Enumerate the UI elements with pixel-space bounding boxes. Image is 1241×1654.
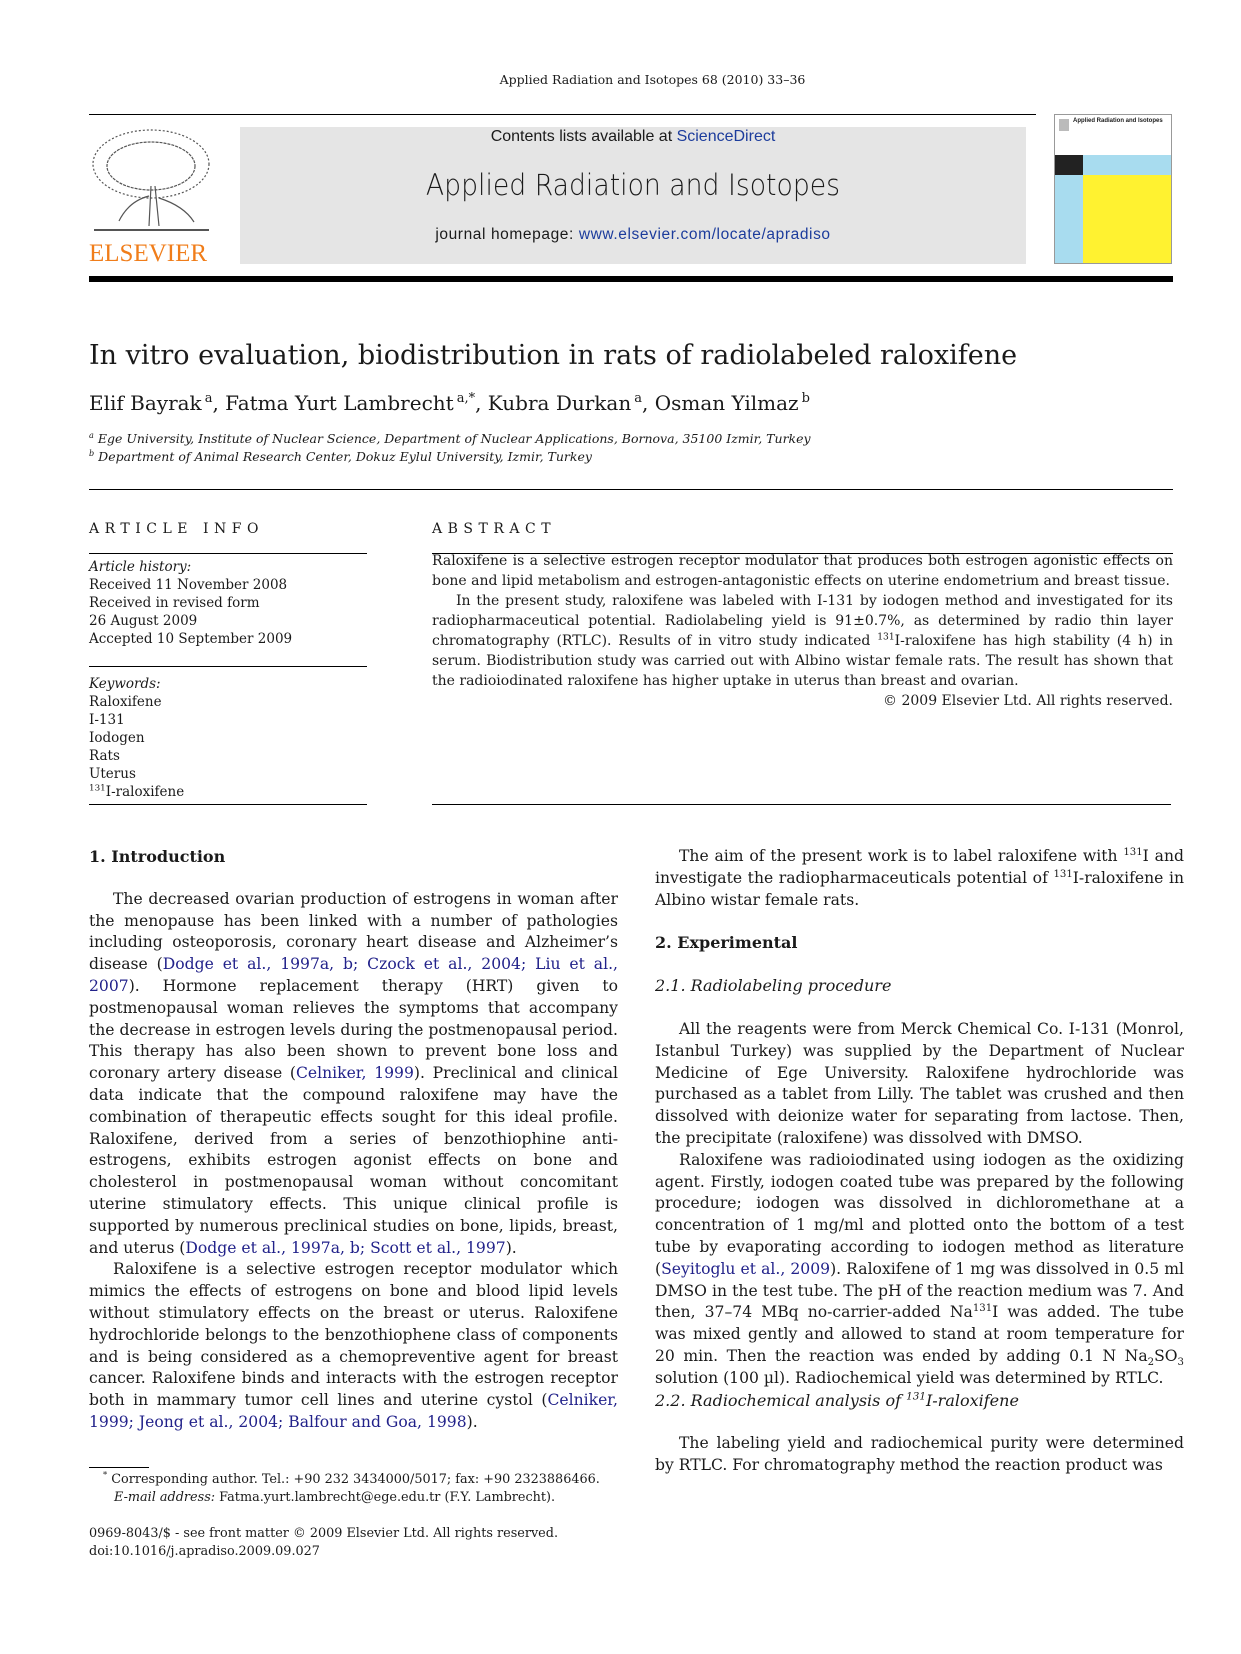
history-item: 26 August 2009 — [89, 613, 198, 629]
text-run: I-raloxifene — [925, 1390, 1019, 1410]
affiliation-mark: a — [89, 429, 94, 440]
author[interactable] — [89, 391, 212, 415]
divider — [432, 804, 1171, 805]
text-run: The labeling yield and radiochemical purity were determined by RTLC. For chromatography method the reaction product was — [655, 1434, 1184, 1475]
email-note — [89, 1489, 629, 1507]
keyword-sup: 131 — [89, 783, 106, 794]
elsevier-logo[interactable] — [89, 126, 214, 266]
history-item: Accepted 10 September 2009 — [89, 631, 293, 647]
running-head: Applied Radiation and Isotopes 68 (2010) 33–36 — [499, 72, 806, 87]
affiliation — [89, 430, 811, 448]
author-affiliation-mark: a — [204, 391, 213, 407]
text-run: solution (100 µl). Radiochemical yield was determined by RTLC. — [655, 1368, 1164, 1387]
article-title: In vitro evaluation, biodistribution in rats of radiolabeled raloxifene — [89, 340, 1018, 371]
history-item: Received 11 November 2008 — [89, 577, 288, 593]
history-label: Article history: — [89, 559, 192, 575]
text-run: 1. Introduction — [89, 847, 226, 866]
text-run: I and investigate the radiopharmaceuticals potential of — [655, 847, 1184, 887]
superscript: 131 — [1053, 868, 1073, 880]
history-list — [89, 576, 367, 648]
citation-link[interactable]: Dodge et al., 1997a, b; Czock et al., 2004; Liu et al., 2007 — [89, 955, 618, 995]
footnote-star: * — [103, 1469, 108, 1480]
body-paragraph — [89, 889, 618, 1260]
abstract-paragraph — [432, 551, 1173, 591]
keyword: Iodogen — [89, 730, 145, 746]
corresponding-text: Corresponding author. Tel.: +90 232 3434000/5017; fax: +90 2323886466. — [111, 1472, 600, 1487]
homepage-link[interactable]: www.elsevier.com/locate/apradiso — [578, 226, 831, 243]
text-run: ). — [466, 1412, 478, 1431]
subsection-heading — [655, 1390, 1184, 1412]
right-column — [655, 846, 1184, 1477]
divider — [89, 489, 1173, 490]
email-address[interactable]: Fatma.yurt.lambrecht@ege.edu.tr (F.Y. Lambrecht). — [219, 1490, 556, 1505]
author-name: Elif Bayrak — [89, 391, 202, 415]
body-paragraph — [655, 846, 1184, 911]
text-run: In the present study, raloxifene was labeled with I-131 by iodogen method and investigated for its radiopharmaceutical potential. Radiolabeling yield is 91±0.7%, as determined by radio thin layer chromatography (RTLC). Results of in vitro study indicated — [432, 593, 1173, 649]
homepage-label: journal homepage: — [435, 226, 579, 243]
citation-link[interactable]: Dodge et al., 1997a, b; Scott et al., 1997 — [185, 1238, 506, 1257]
section-heading — [89, 846, 618, 868]
superscript: 131 — [972, 1303, 993, 1315]
citation-link[interactable]: Seyitoglu et al., 2009 — [661, 1259, 831, 1278]
footnotes — [89, 1471, 629, 1561]
keywords-label: Keywords: — [89, 676, 161, 692]
affiliation-text: Ege University, Institute of Nuclear Science, Department of Nuclear Applications, Bornova, 35100 Izmir, Turkey — [93, 431, 811, 446]
subscript: 3 — [1177, 1357, 1184, 1369]
keyword-text: I-raloxifene — [105, 784, 185, 800]
text-run: I-raloxifene in Albino wistar female rats. — [655, 868, 1184, 909]
body-paragraph — [655, 1150, 1184, 1390]
contents-text: Contents lists available at — [490, 128, 677, 145]
article-info-heading: ARTICLE INFO — [89, 521, 264, 537]
left-column — [89, 846, 618, 1434]
superscript: 131 — [877, 632, 895, 643]
tree-icon — [89, 126, 214, 234]
keyword: I-131 — [89, 712, 125, 728]
text-run: All the reagents were from Merck Chemical Co. I-131 (Monrol, Istanbul Turkey) was supplied by the Department of Nuclear Medicine of Ege University. Raloxifene hydrochloride was purchased as a tablet from Lilly. The tablet was crushed and then dissolved with deionize water for separating from lactose. Then, the precipitate (raloxifene) was dissolved with DMSO. — [655, 1019, 1184, 1147]
atom-icon — [1055, 155, 1083, 175]
superscript: 131 — [1123, 846, 1143, 858]
author-affiliation-mark: a — [634, 391, 642, 407]
text-run: The decreased ovarian production of estrogens in woman after the menopause has been linked with a number of pathologies including osteoporosis, coronary heart disease and Alzheimer’s disease ( — [89, 889, 618, 974]
subsection-heading — [655, 975, 1184, 997]
body-paragraph — [655, 1019, 1184, 1150]
text-run: SO — [1154, 1346, 1178, 1365]
footnote-rule — [89, 1467, 149, 1468]
keyword: Uterus — [89, 766, 136, 782]
text-run: I was added. The tube was mixed gently and allowed to stand at room temperature for 20 min. Then the reaction was ended by adding 0.1 N Na — [655, 1303, 1184, 1365]
divider — [89, 553, 367, 554]
affiliations — [89, 430, 811, 466]
article-history — [89, 558, 367, 648]
text-run: Raloxifene is a selective estrogen receptor modulator which mimics the effects of estrogens on bone and blood lipid levels without stimulatory effects on the breast or uterus. Raloxifene hydrochloride belongs to the benzothiophene class of components and is being considered as a chemopreventive agent for breast cancer. Raloxifene binds and interacts with the estrogen receptor both in mammary tumor cell lines and uterine cystol ( — [89, 1260, 618, 1410]
subscript: 2 — [1147, 1357, 1155, 1369]
journal-name: Applied Radiation and Isotopes — [425, 168, 841, 202]
doi-line[interactable]: doi:10.1016/j.apradiso.2009.09.027 — [89, 1544, 320, 1559]
section-heading — [655, 932, 1184, 954]
keywords — [89, 675, 367, 801]
abstract-heading: ABSTRACT — [432, 521, 557, 537]
abstract-body — [432, 551, 1173, 711]
text-run: I-raloxifene has high stability (4 h) in serum. Biodistribution study was carried out with Albino wistar female rats. The result has shown that the radioiodinated raloxifene has higher uptake in uterus than breast and ovarian. — [432, 633, 1173, 689]
divider — [89, 114, 1036, 115]
header-bar — [89, 276, 1173, 282]
abstract-copyright: © 2009 Elsevier Ltd. All rights reserved. — [883, 693, 1173, 709]
journal-banner — [240, 127, 1026, 264]
history-item: Received in revised form — [89, 595, 260, 611]
text-run: 2. Experimental — [655, 933, 798, 953]
email-label: E-mail address: — [114, 1490, 216, 1505]
body-paragraph — [89, 1259, 618, 1433]
issn-line: 0969-8043/$ - see front matter © 2009 Elsevier Ltd. All rights reserved. — [89, 1526, 559, 1541]
superscript: 131 — [906, 1390, 926, 1403]
author-list: Elif Bayrak $^a$, Fatma Yurt Lambrecht $^{a,*}$, Kubra Durkan $^a$, Osman Yilmaz $^b$ — [89, 391, 810, 415]
author-affiliation-mark: a,* — [456, 391, 476, 407]
author[interactable] — [488, 391, 642, 415]
elsevier-mini-icon — [1059, 119, 1069, 131]
text-run: 2.2. Radiochemical analysis of — [655, 1390, 907, 1410]
cover-title: Applied Radiation and Isotopes — [1073, 118, 1163, 124]
affiliation-text: Department of Animal Research Center, Dokuz Eylul University, Izmir, Turkey — [94, 449, 592, 464]
text-run: 2.1. Radiolabeling procedure — [655, 976, 892, 996]
text-run: ). Hormone replacement therapy (HRT) given to postmenopausal woman relieves the symptoms that accompany the decrease in estrogen levels during the postmenopausal period. This therapy has also been shown to prevent bone loss and coronary artery disease ( — [89, 976, 618, 1083]
body-paragraph — [655, 1433, 1184, 1477]
sciencedirect-link[interactable]: ScienceDirect — [676, 128, 776, 145]
affiliation — [89, 448, 811, 466]
author-name: Fatma Yurt Lambrecht — [225, 391, 454, 415]
text-run: ). Preclinical and clinical data indicate that the compound raloxifene may have the combination of therapeutic effects sought for this ideal profile. Raloxifene, derived from a series of benzothiophine anti-estrogens, exhibits estrogen agonist effects on bone and cholesterol in postmenopausal woman without concomitant uterine stimulatory effects. This unique clinical profile is supported by numerous preclinical studies on bone, lipids, breast, and uterus ( — [89, 1064, 618, 1257]
divider — [89, 666, 367, 667]
abstract-paragraph — [432, 591, 1173, 691]
author[interactable] — [655, 391, 810, 415]
text-run: Raloxifene was radioiodinated using iodogen as the oxidizing agent. Firstly, iodogen coated tube was prepared by the following procedure; iodogen was dissolved in dichloromethane at a concentration of 1 mg/ml and plotted onto the bottom of a test tube by evaporating according to iodogen method as literature ( — [655, 1150, 1184, 1278]
keyword — [89, 783, 367, 801]
author-name: Osman Yilmaz — [654, 391, 799, 415]
corresponding-note — [89, 1471, 629, 1489]
publisher-name: ELSEVIER — [89, 240, 208, 267]
citation-link[interactable]: Celniker, 1999 — [295, 1064, 414, 1083]
divider — [89, 804, 367, 805]
text-run: ). — [505, 1238, 517, 1257]
affiliation-mark: b — [89, 447, 95, 458]
author[interactable] — [225, 391, 475, 415]
text-run: Raloxifene is a selective estrogen receptor modulator that produces both estrogen agonistic effects on bone and lipid metabolism and estrogen-antagonistic effects on uterine endometrium and breast tissue. — [432, 553, 1173, 589]
text-run: ). Raloxifene of 1 mg was dissolved in 0.5 ml DMSO in the test tube. The pH of the reaction medium was 7. And then, 37–74 MBq no-carrier-added Na — [655, 1259, 1185, 1322]
text-run: The aim of the present work is to label raloxifene with — [679, 847, 1124, 865]
keyword: Rats — [89, 748, 120, 764]
keyword-list — [89, 693, 367, 783]
journal-cover[interactable] — [1054, 114, 1172, 264]
author-name: Kubra Durkan — [487, 391, 632, 415]
citation-link[interactable]: Celniker, 1999; Jeong et al., 2004; Balfour and Goa, 1998 — [89, 1391, 618, 1431]
keyword: Raloxifene — [89, 694, 162, 710]
author-affiliation-mark: b — [801, 391, 810, 407]
